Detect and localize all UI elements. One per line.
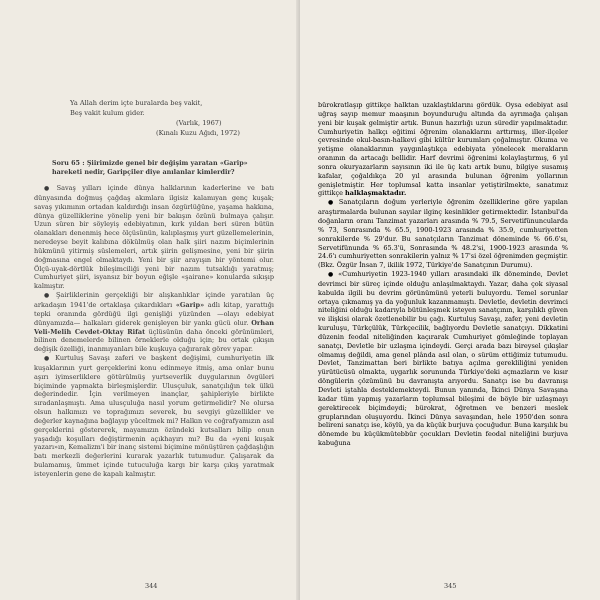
poem-line: Ya Allah derim içte buralarda beş vakit, [70,99,203,107]
poem-line: Beş vakit kulum gider. [70,109,145,117]
paragraph: ● Kurtuluş Savaşı zaferi ve başkent değişimi, cumhuriyetin ilk kuşaklarının yurt gerçeklerini konu edinmeye itmiş, ama onlar bunu aşırı iyimserliklere götürülmüş yurtseverlik duygularının övgüleri biçiminde yapmakta birleşmişlerdir. Ulusçuluk, sanatçılığın tek ülkü değerindedir. İçin verilmeyen inançlar, şahipleriyle birlikte sıradanlaşmıştı. Ama ulusçuluğa nasıl yorum getirmelidir? Ne olursa olsun halkımızı ve toprağımızı severek, bu sevgiyi güzellikler ve değerler kaynağına bağlayıp yüceltmek mi? Halkın ve coğrafyamızın asıl gerçeklerini göstererek, mayamızın özündeki kutsalları bilip onun yaşadığı koşulları değiştirmenin açıkhayırı mı? Bu da «yeni kuşak yazarı»ın, Kemalizm'i bir inanç sistemi biçimine mönüştüren çağdaşlığın batı merkezli değerlerini kurarak yazarlık tutumudur. Çalışarak da bulamamış, ümmet içinde tutuculuğa kargı bir karşı çıkış yaratmak isteyenlerin gene de kapalı kalmıştır. [34,354,274,479]
paragraph: ● Savaş yılları içinde dünya halklarının kaderlerine ve batı dünyasında doğmuş çağdaş akımlara ilgisiz kalamıyan genç kuşak; savaş yıkımının ortadan kaldırdığı insan özgürlüğüne, yaşama hakkına, dünya güzelliklerine yönelip yeni bir bakışın özünü bulmaya çalışır. Uzun süren bir söyleyiş edebiyatının, kırk yıldan beri süren bütün olanakları denenmiş hece ölçüsünün, kalıplaşmış yurt güzellemelerinin, neredeyse beyit kalıbına dökülmüş olan halk şiiri nazım biçimlerinin hükmünü yitirmiş süslemeleri, artık şiirin gelişmesine, yeni bir şiirin doğmasına engel olmaktaydı. Yeni bir şiir arayışın bir yöntemi olur. Ölçü-uyak-dörtlük bileşimciliği yeni bir nazım tutsaklığı yaratmış; Cumhuriyet şiiri, isyansız bir boyun eğişle «şairane» konularda sıkışıp kalmıştır. [34,184,274,291]
poem-source: (Varlık, 1967) [176,119,222,127]
poem-quote [70,98,270,138]
left-body [34,184,274,479]
paragraph: bürokratlaşıp gittikçe halktan uzaklaştıklarını gördük. Oysa edebiyat asıl uğraş sayıp memur maaşının boyunduruğu altında da ayrımağa çalışan yeni bir kuşak gelmiştir artık. Bunun hazırlığı uzun süredir yapılmaktadır. Cumhuriyetin halkçı eğitimi öğrenim olanaklarını arttırmış, iller-ilçeler çevresinde okul-basın-halkevi gibi kültür kurumları çoğalmıştır. Okuma ve yetişme olanaklarının yaygınlaştıkça edebiyata yönelecek merakların oranının da artacağı bellidir. Harf devrimi öğrenimi kolaylaştırmış, 6 yıl sonra okuryazarların sayısının iki ile üç katı artık bunu, bilgiye susamış kafalar, çoğaldıkça 20 yıl arasında bulunan öğrenim yollarının genişletmiştir. Her toplumsal katta insanlar yetiştirilmekte, sanatımız gittikçe halklaşmaktadır. [318,101,568,198]
poem-source: (Kınalı Kuzu Ağıdı, 1972) [156,129,240,137]
paragraph: ● «Cumhuriyetin 1923-1940 yılları arasındaki ilk döneminde, Devlet devrimci bir süreç içinde olduğu anlaşılmaktaydı. Yazar, daha çok siyasal kabulda ilgili bu devrim görünümünü yeterli buluyordu. Temel sorunlar ortaya çıkmamış ya da yoğunluk kazanmamıştı. Devletle, devletin devrimci niteliğini olduğu kadarıyla bütünleşmek isteyen sanatçının, karşılıklı güven ve ilişkisi olarak özetlenebilir bu çağı. Kurtuluş Savaşı, zafer, yeni devletin kuruluşu, Türkçülük, Türkçecilik, bağlıyordu Devletle sanatçıyı. Dikkatini düzenin feodal niteliğinden kaçırarak Cumhuriyet gömleğinde toplayan sanatçı, Devletle bir uzlaşma içindeydi. Gerçi arada bazı bireysel çıkışlar olmamış değildi, ama genel plânda asıl olan, o sürüm ettiğimiz tutumudu. Devlet, Tanzimattan beri birlikte batıya açılma gerekliliğini yeniden yürütücüsü olmakta, uygarlık sorununda Türkiye'deki açmazların ve kısır döngülerin çözümünü bu davranışta arıyordu. Sanatçı ise bu davranışı Devleti iştahla desteklemekteydi. Bunun yanında, İkinci Dünya Savaşına kadar tüm yapmış yazarların toplumsal bileşimi de böyle bir uzlaşmayı gerektirecek biçimdeydi; bürokrat, öğretmen ve benzeri meslek gruplarından oluşuyordu. İkinci Dünya savaşından, hele 1950'den sonra belireni sanatçı ise, köylü, ya da küçük burjuva çocuğudur. Buna karşılık bu dönemde bu küçükmütebbür çocukları Devletin feodal niteliğini burjuva kabuğuna [318,270,568,448]
right-body [318,101,568,448]
paragraph: ● Sanatçıların doğum yerleriyle öğrenim özelliklerine göre yapılan araştırmalarda bulunan sayılar ilginç kesinlikler getirmektedir. İstanbul'da doğanların oranı Tanzimat yazarları arasında % 79.5, Servetifünuncularda % 73, Sonrasında % 65.5, 1900-1923 arasında % 35.9, cumhuriyetten sonrakilerde % 29'dur. Bu sanatçıların Tanzimat döneminde % 66.6'sı, Servetifünunda % 65.3'ü, Sonrasında % 48.2'si, 1900-1923 arasında % 24.6'ı cumhuriyetten sonrakilerin yalnız % 17'si özel öğrenimden geçmiştir. (Bkz. Özgür İnsan 7, ikilik 1972, Türkiye'de Sanatçının Durumu). [318,198,568,270]
page-number: 344 [145,582,158,590]
question-heading: Soru 65 : Şiirimizde genel bir değişim yaratan «Garip» hareketi nedir, Garipçiler diye anılanlar kimlerdir? [52,159,248,177]
paragraph: ● Şairliklerinin gerçekliği bir alışkanlıklar içinde yaratılan üç arkadaşın 1941'de ortaklaşa çıkardıkları «Garip» adlı kitap, yarattığı tepki oranında gördüğü ilgi genişliği yüzünden —olayı edebiyat dünyamızda— halkaları giderek genişleyen bir yankı gücü olur. Orhan Veli-Melih Cevdet-Oktay Rifat üçlüsünün daha önceki görünümleri, bilinen denemelerde bilinen örneklerle olduğu için; bu ortak çıkışın değişik özelliği, inanmıyanları bile kuşkuya çağırarak görev yapar. [34,291,274,354]
page-number: 345 [444,582,457,590]
